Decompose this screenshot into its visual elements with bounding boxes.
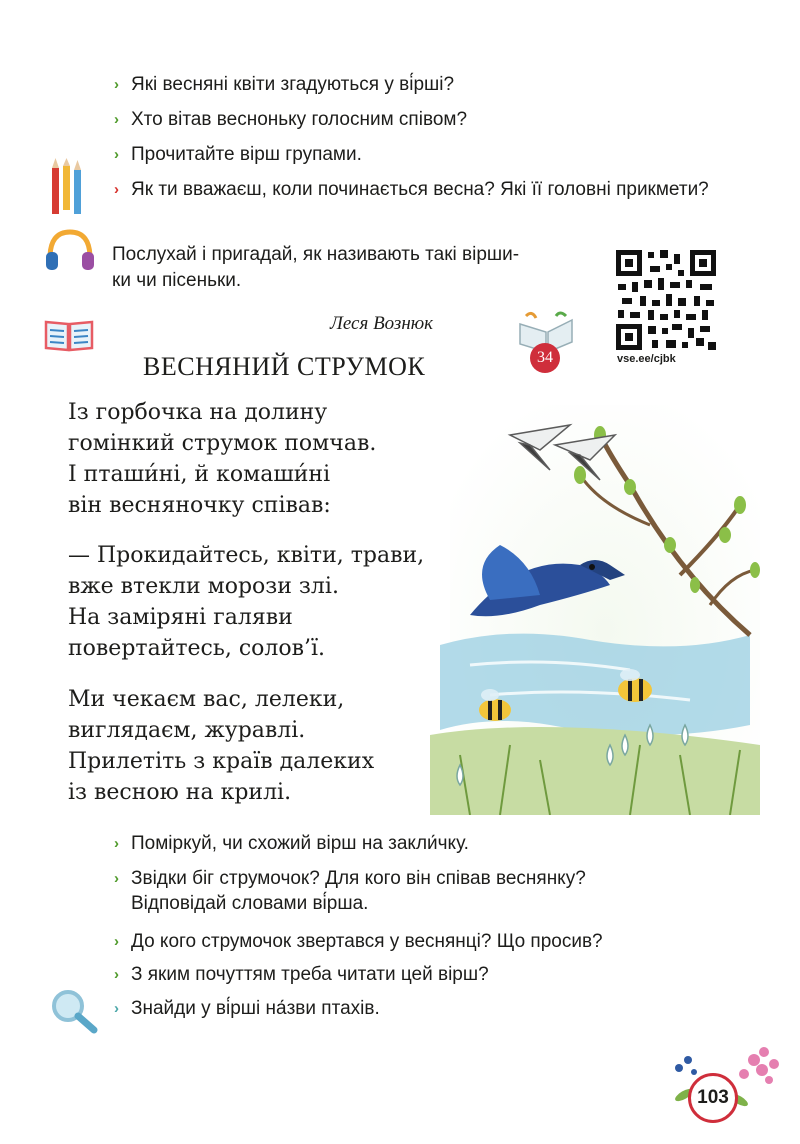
qr-code-icon[interactable] — [614, 248, 718, 352]
poem-author: Леся Вознюк — [330, 313, 434, 334]
poem-stanza-1: Із горбочка на долину гомінкий струмок помчав. І пташи́ні, й комаши́ні він весняночку співав: — [68, 400, 377, 518]
question-1: › Які весняні квіти згадуються у ві́рші? — [114, 74, 455, 95]
arrow-bullet-icon: › — [114, 76, 119, 93]
question-6: › Звідки біг струмочок? Для кого він співав веснянку? Відповідай словами ві́рша. — [114, 868, 586, 914]
poem-stanza-2: — Прокидайтесь, квіти, трави, вже втекли морози злі. На заміряні галяви повертайтесь, солов’ї. — [68, 543, 425, 661]
listen-instruction: Послухай і пригадай, як називають такі вірши- ки чи пісеньки. — [112, 244, 520, 291]
magnifier-icon — [50, 988, 100, 1034]
audio-track-number[interactable]: 34 — [530, 343, 560, 373]
question-9: › Знайди у ві́рші на́зви птахів. — [114, 998, 380, 1019]
question-3: › Прочитайте вірш групами. — [114, 144, 362, 165]
arrow-bullet-icon: › — [114, 146, 119, 163]
arrow-bullet-icon: › — [114, 835, 119, 852]
arrow-bullet-icon: › — [114, 933, 119, 950]
question-8: › З яким почуттям треба читати цей вірш? — [114, 964, 489, 985]
poem-stanza-3: Ми чекаєм вас, лелеки, виглядаєм, журавлі. Прилетіть з країв далеких із весною на крилі. — [68, 687, 375, 805]
pencils-icon — [50, 158, 84, 216]
arrow-bullet-icon: › — [114, 870, 119, 887]
page-number: 103 — [688, 1073, 738, 1123]
question-2: › Хто вітав весноньку голосним співом? — [114, 109, 468, 130]
poem-title: ВЕСНЯНИЙ СТРУМОК — [143, 352, 426, 381]
arrow-bullet-icon: › — [114, 966, 119, 983]
question-7: › До кого струмочок звертався у веснянці? Що просив? — [114, 931, 603, 952]
arrow-bullet-icon: › — [114, 181, 119, 198]
arrow-bullet-icon: › — [114, 1000, 119, 1017]
spring-illustration — [430, 395, 760, 815]
book-icon — [44, 318, 94, 352]
question-4: › Як ти вважаєш, коли починається весна? Які її головні прикмети? — [114, 179, 709, 200]
arrow-bullet-icon: › — [114, 111, 119, 128]
headphones-icon — [44, 228, 96, 272]
qr-link-caption[interactable]: vse.ee/cjbk — [617, 353, 676, 365]
question-5: › Поміркуй, чи схожий вірш на закли́чку. — [114, 833, 469, 854]
